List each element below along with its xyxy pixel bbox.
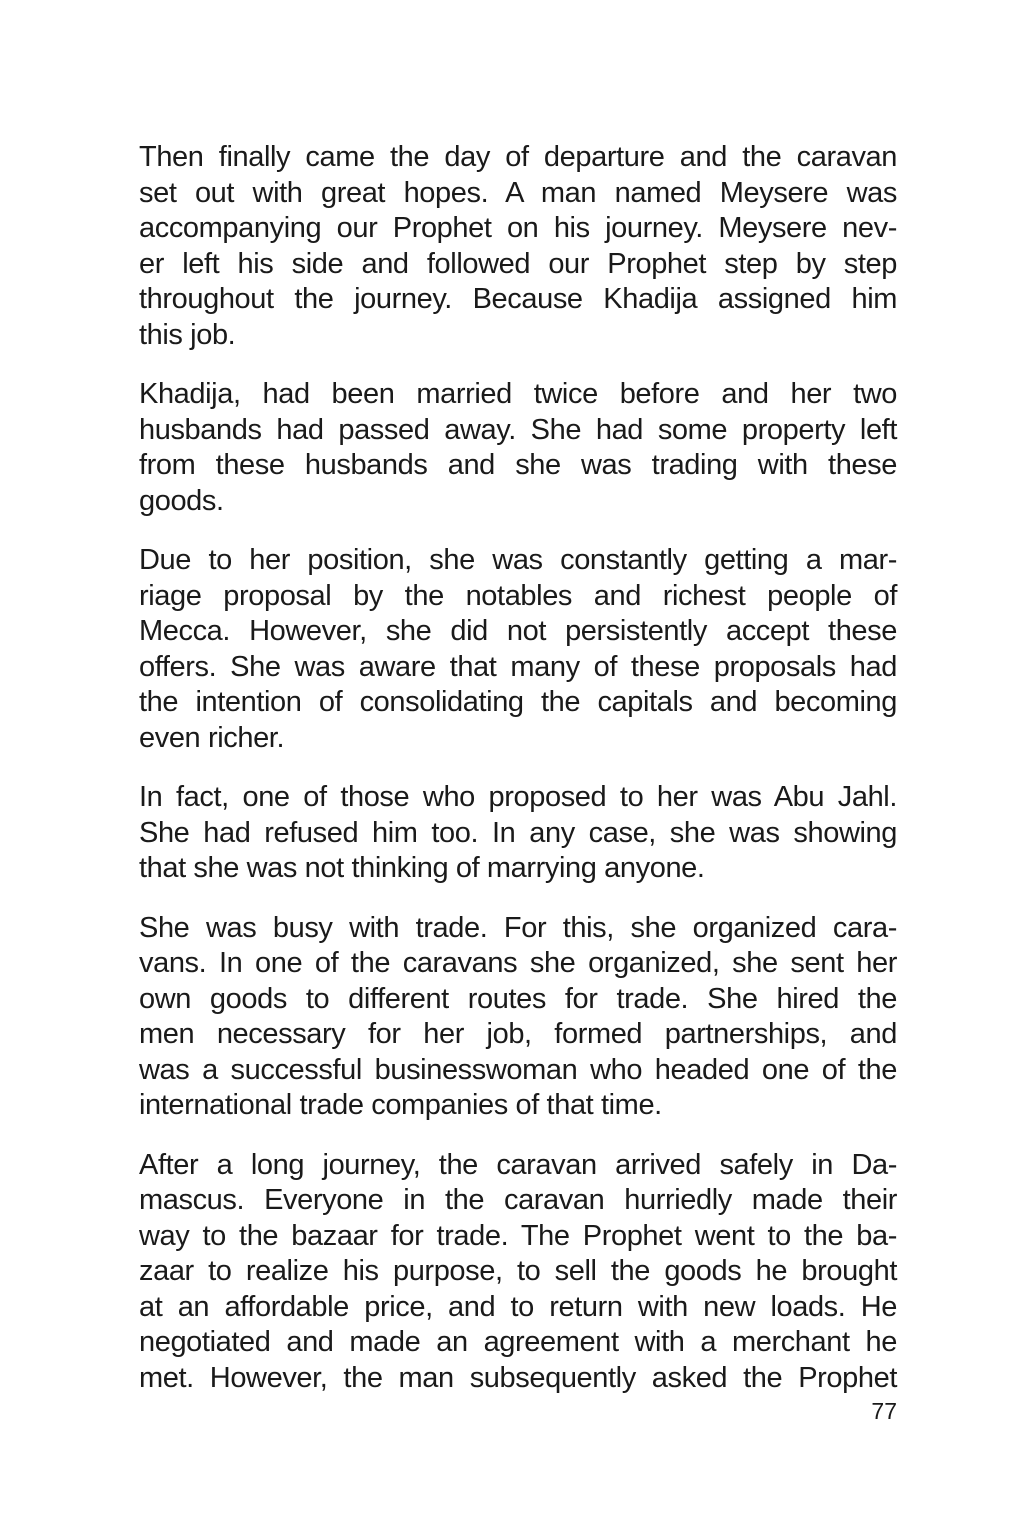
text-line: from these husbands and she was trading with these [139,449,897,481]
text-line: husbands had passed away. She had some property left [139,413,897,446]
text-line: met. However, the man subsequently asked the Prophet [139,1361,897,1394]
text-line: this job. [139,318,236,351]
text-line: Then finally came the day of departure and the caravan [139,141,897,173]
text-line: that she was not thinking of marrying anyone. [139,852,705,884]
text-line: zaar to realize his purpose, to sell the goods he brought [139,1255,897,1287]
text-line: In fact, one of those who proposed to her was Abu Jahl. [139,781,897,813]
text-line: mascus. Everyone in the caravan hurriedly made their [139,1184,897,1216]
text-line: offers. She was aware that many of these proposals had [139,650,897,683]
text-line: own goods to different routes for trade. She hired the [139,982,897,1015]
text-line: She was busy with trade. For this, she organized cara- [139,911,897,944]
text-line: the intention of consolidating the capitals and becoming [139,686,897,718]
paragraph [139,911,897,1124]
text-line: was a successful businesswoman who headed one of the [139,1053,897,1086]
page-number: 77 [871,1398,897,1424]
text-line: men necessary for her job, formed partnerships, and [139,1018,897,1050]
paragraph [139,543,897,756]
body-text [139,140,897,1396]
text-line: Khadija, had been married twice before and her two [139,378,897,410]
text-line: riage proposal by the notables and richest people of [139,579,897,612]
text-line: After a long journey, the caravan arrived safely in Da- [139,1148,897,1181]
text-line: way to the bazaar for trade. The Prophet went to the ba- [139,1219,897,1252]
paragraph [139,1148,897,1397]
text-line: even richer. [139,721,285,754]
paragraph [139,377,897,519]
text-line: er left his side and followed our Prophet step by step [139,247,897,280]
text-line: international trade companies of that time. [139,1089,662,1121]
text-line: accompanying our Prophet on his journey. Meysere nev- [139,212,897,244]
paragraph [139,780,897,887]
text-line: vans. In one of the caravans she organized, she sent her [139,947,897,979]
text-line: She had refused him too. In any case, she was showing [139,816,897,849]
text-line: set out with great hopes. A man named Meysere was [139,176,897,209]
text-line: throughout the journey. Because Khadija assigned him [139,283,897,315]
text-line: Due to her position, she was constantly getting a mar- [139,544,897,576]
text-line: negotiated and made an agreement with a merchant he [139,1326,897,1358]
text-line: Mecca. However, she did not persistently accept these [139,615,897,647]
text-line: goods. [139,484,224,517]
paragraph [139,140,897,353]
text-line: at an affordable price, and to return with new loads. He [139,1290,897,1323]
